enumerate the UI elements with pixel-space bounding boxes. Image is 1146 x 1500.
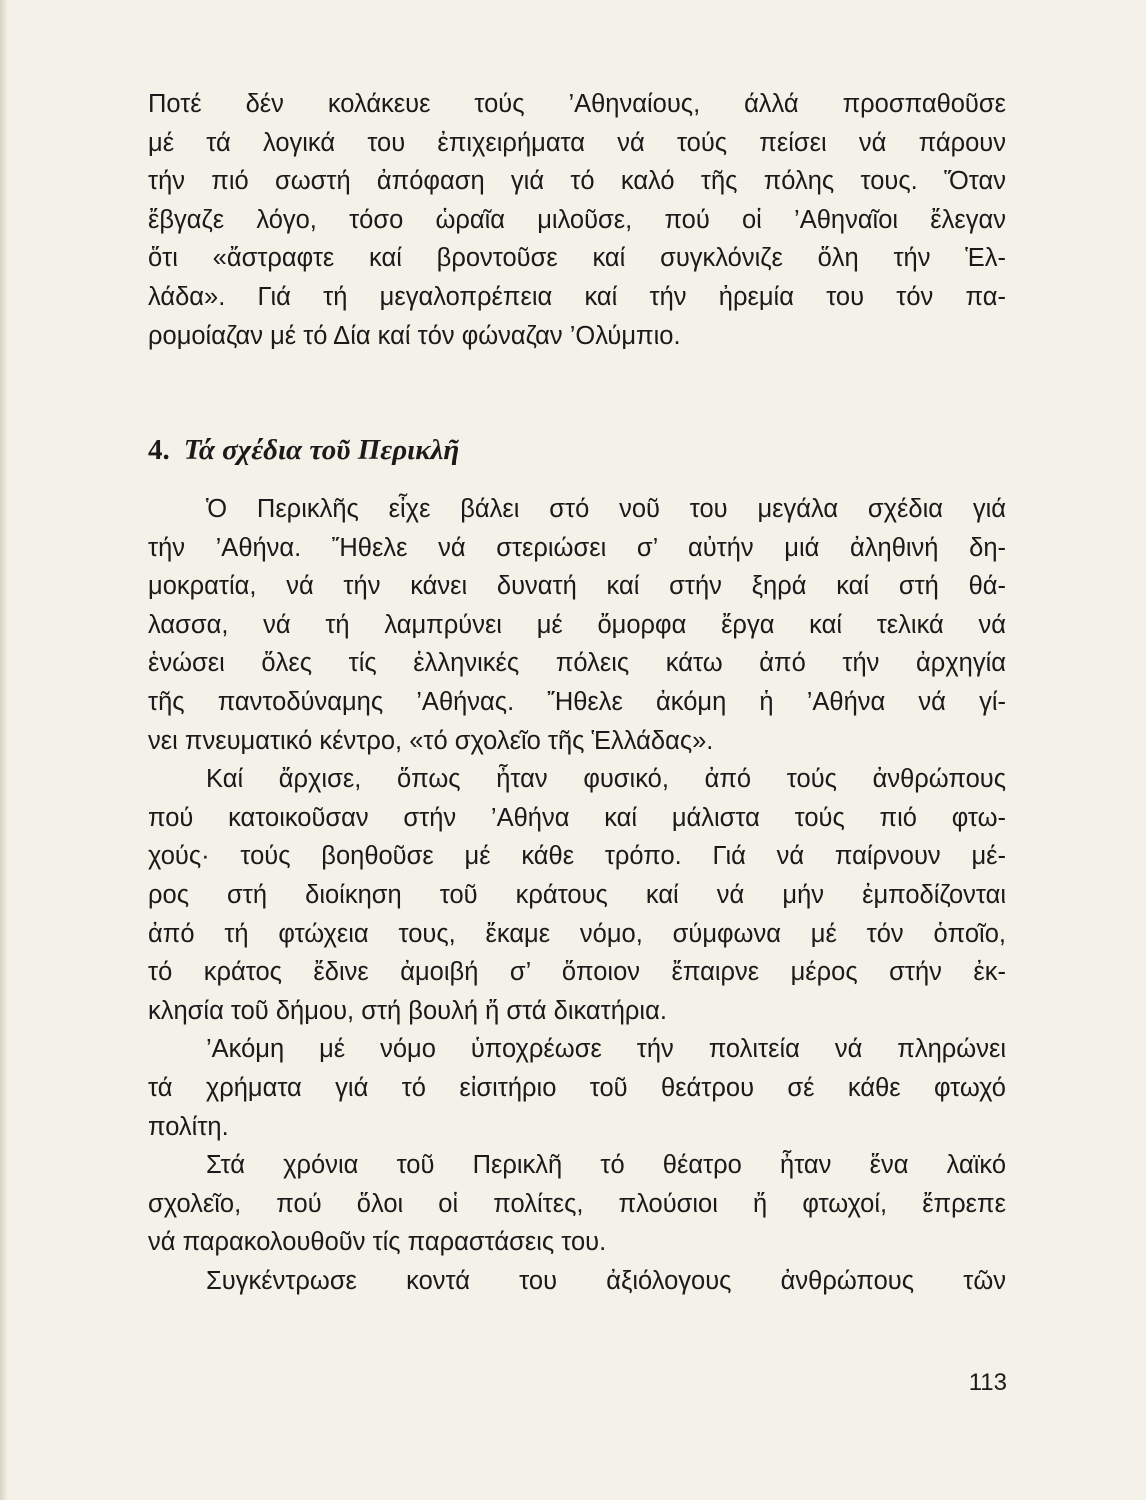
page-number: 113: [968, 1369, 1007, 1396]
text-line: ρομοίαζαν μέ τό Δία καί τόν φώναζαν ’Ολύμπιο.: [148, 321, 681, 350]
text-line: νει πνευματικό κέντρο, «τό σχολεῖο τῆς Ἑλλάδας».: [148, 726, 714, 755]
text-line: πού κατοικοῦσαν στήν ’Αθήνα καί μάλιστα τούς πιό φτω-: [148, 803, 1006, 832]
section-number: 4.: [148, 434, 170, 466]
section-heading: [148, 432, 459, 468]
text-line: Συγκέντρωσε κοντά του ἀξιόλογους ἀνθρώπους τῶν: [206, 1266, 1006, 1295]
text-line: Στά χρόνια τοῦ Περικλῆ τό θέατρο ἦταν ἕνα λαϊκό: [206, 1151, 1006, 1180]
text-line: σχολεῖο, πού ὅλοι οἱ πολίτες, πλούσιοι ἤ φτωχοί, ἔπρεπε: [148, 1189, 1006, 1218]
text-line: ἑνώσει ὅλες τίς ἑλληνικές πόλεις κάτω ἀπό τήν ἀρχηγία: [148, 649, 1006, 678]
text-line: τήν ’Αθήνα. Ἤθελε νά στεριώσει σ’ αὐτήν μιά ἀληθινή δη-: [148, 533, 1006, 562]
text-line: λασσα, νά τή λαμπρύνει μέ ὄμορφα ἔργα καί τελικά νά: [148, 610, 1006, 639]
text-line: χούς· τούς βοηθοῦσε μέ κάθε τρόπο. Γιά νά παίρνουν μέ-: [148, 842, 1006, 871]
text-line: Καί ἄρχισε, ὅπως ἦταν φυσικό, ἀπό τούς ἀνθρώπους: [206, 765, 1006, 794]
text-line: τά χρήματα γιά τό εἰσιτήριο τοῦ θεάτρου σέ κάθε φτωχό: [148, 1073, 1006, 1102]
section-body: [148, 490, 1006, 1300]
text-line: ἀπό τή φτώχεια τους, ἔκαμε νόμο, σύμφωνα μέ τόν ὁποῖο,: [148, 919, 1006, 948]
section-title: Τά σχέδια τοῦ Περικλῆ: [183, 434, 460, 466]
text-line: λάδα». Γιά τή μεγαλοπρέπεια καί τήν ἠρεμία του τόν πα-: [148, 282, 1006, 311]
text-line: Ὁ Περικλῆς εἶχε βάλει στό νοῦ του μεγάλα σχέδια γιά: [206, 495, 1006, 523]
text-line: ἔβγαζε λόγο, τόσο ὡραῖα μιλοῦσε, πού οἱ ’Αθηναῖοι ἔλεγαν: [148, 205, 1006, 234]
text-line: πολίτη.: [148, 1112, 229, 1141]
text-line: μέ τά λογικά του ἐπιχειρήματα νά τούς πείσει νά πάρουν: [148, 128, 1006, 157]
text-line: τό κράτος ἔδινε ἀμοιβή σ’ ὅποιον ἔπαιρνε μέρος στήν ἐκ-: [148, 958, 1006, 987]
text-line: τήν πιό σωστή ἀπόφαση γιά τό καλό τῆς πόλης τους. Ὅταν: [148, 167, 1006, 196]
intro-paragraph: [148, 85, 1006, 355]
text-line: τῆς παντοδύναμης ’Αθήνας. Ἤθελε ἀκόμη ἡ ’Αθήνα νά γί-: [148, 687, 1006, 716]
text-line: νά παρακολουθοῦν τίς παραστάσεις του.: [148, 1228, 607, 1257]
text-line: μοκρατία, νά τήν κάνει δυνατή καί στήν ξηρά καί στή θά-: [148, 572, 1006, 601]
text-line: ρος στή διοίκηση τοῦ κράτους καί νά μήν ἐμποδίζονται: [148, 880, 1006, 909]
text-line: Ποτέ δέν κολάκευε τούς ’Αθηναίους, άλλά προσπαθοῦσε: [148, 90, 1006, 118]
page-binding-edge: [0, 0, 8, 1500]
text-line: ’Ακόμη μέ νόμο ὑποχρέωσε τήν πολιτεία νά πληρώνει: [206, 1035, 1006, 1064]
text-line: ὅτι «ἄστραφτε καί βροντοῦσε καί συγκλόνιζε ὅλη τήν Ἑλ-: [148, 244, 1006, 273]
text-line: κλησία τοῦ δήμου, στή βουλή ἤ στά δικατήρια.: [148, 996, 667, 1025]
